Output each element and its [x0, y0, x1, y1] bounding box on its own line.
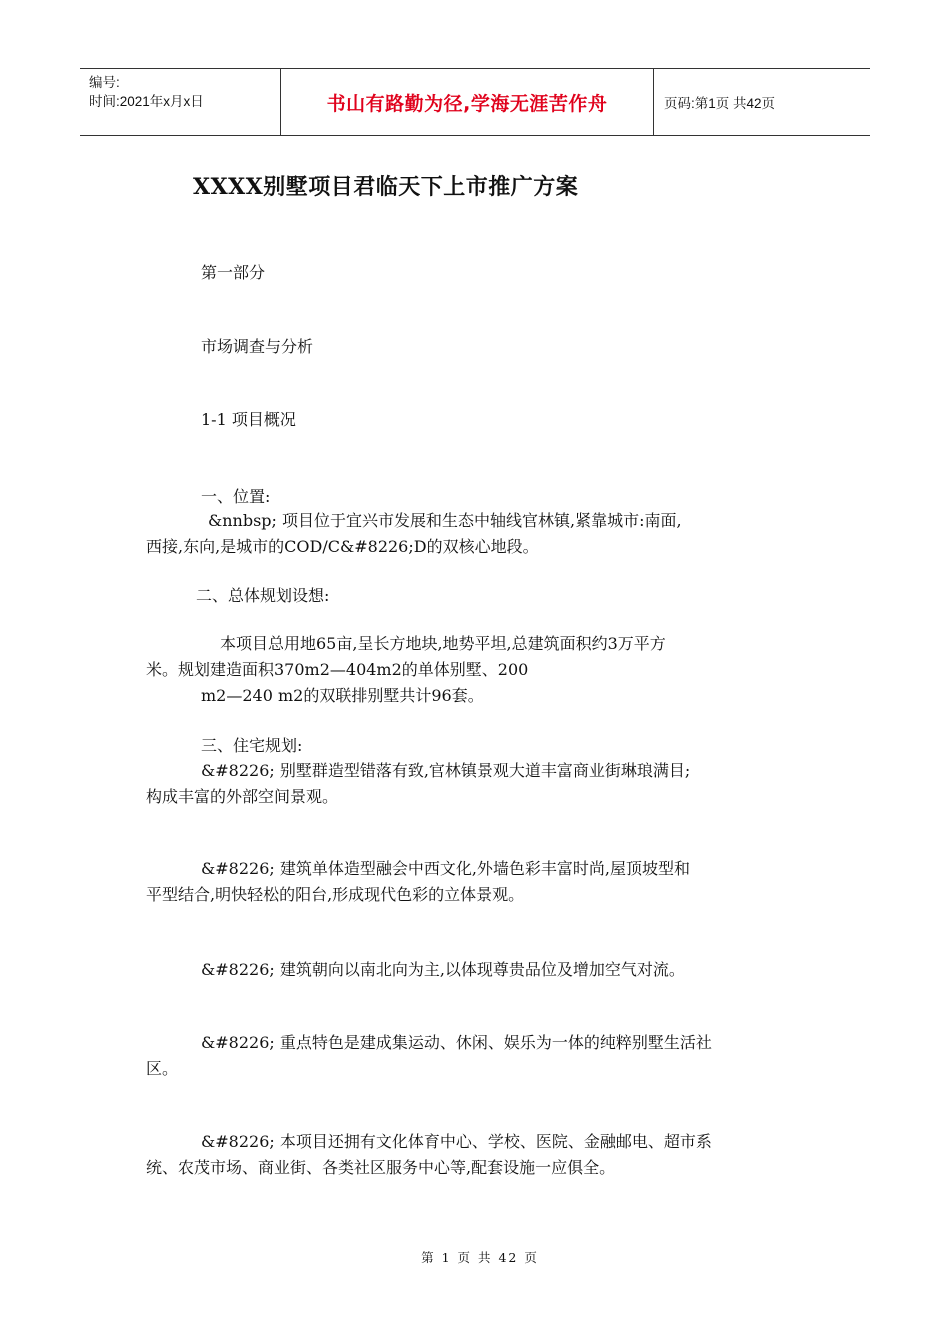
location-line: 西接,东向,是城市的COD/C&#8226;D的双核心地段。 [146, 537, 539, 556]
location-heading: 一、位置: [201, 487, 271, 506]
residential-line: &#8226; 别墅群造型错落有致,官林镇景观大道丰富商业街琳琅满目; [201, 761, 691, 780]
document-title: XXXX别墅项目君临天下上市推广方案 [193, 174, 579, 200]
location-line: &nnbsp; 项目位于宜兴市发展和生态中轴线官林镇,紧靠城市:南面, [208, 511, 682, 530]
header-meta-cell [80, 69, 281, 135]
part-heading: 第一部分 [201, 263, 266, 282]
residential-heading: 三、住宅规划: [201, 736, 303, 755]
planning-line: 本项目总用地65亩,呈长方地块,地势平坦,总建筑面积约3万平方 [220, 634, 666, 653]
subsection-heading: 1-1 项目概况 [201, 410, 296, 429]
page-header [80, 68, 870, 136]
residential-line: 构成丰富的外部空间景观。 [146, 787, 339, 806]
planning-line: 米。规划建造面积370m2—404m2的单体别墅、200 [146, 660, 529, 679]
section-heading: 市场调查与分析 [201, 337, 314, 356]
residential-line: &#8226; 本项目还拥有文化体育中心、学校、医院、金融邮电、超市系 [201, 1132, 712, 1151]
residential-line: &#8226; 建筑单体造型融会中西文化,外墙色彩丰富时尚,屋顶坡型和 [201, 859, 691, 878]
location-paragraph [146, 508, 806, 560]
planning-heading: 二、总体规划设想: [196, 586, 330, 605]
residential-item [146, 856, 806, 908]
header-motto: 书山有路勤为径,学海无涯苦作舟 [326, 92, 608, 115]
planning-paragraph [146, 631, 806, 709]
header-page-cell [654, 69, 870, 135]
residential-line: &#8226; 建筑朝向以南北向为主,以体现尊贵品位及增加空气对流。 [201, 960, 685, 979]
residential-line: 区。 [146, 1059, 179, 1078]
document-number-label: 编号: [89, 75, 120, 90]
residential-line: &#8226; 重点特色是建成集运动、休闲、娱乐为一体的纯粹别墅生活社 [201, 1033, 712, 1052]
header-motto-cell [281, 69, 654, 135]
residential-line: 平型结合,明快轻松的阳台,形成现代色彩的立体景观。 [146, 885, 525, 904]
residential-line: 统、农茂市场、商业街、各类社区服务中心等,配套设施一应俱全。 [146, 1158, 616, 1177]
residential-item [146, 1030, 806, 1082]
residential-item [146, 758, 806, 810]
page-footer: 第 1 页 共 42 页 [421, 1250, 539, 1265]
header-page-info: 页码:第1页 共42页 [664, 96, 776, 111]
document-time-label: 时间:2021年x月x日 [89, 94, 204, 109]
planning-line: m2—240 m2的双联排别墅共计96套。 [201, 686, 484, 705]
residential-item [146, 957, 806, 983]
residential-item [146, 1129, 806, 1181]
